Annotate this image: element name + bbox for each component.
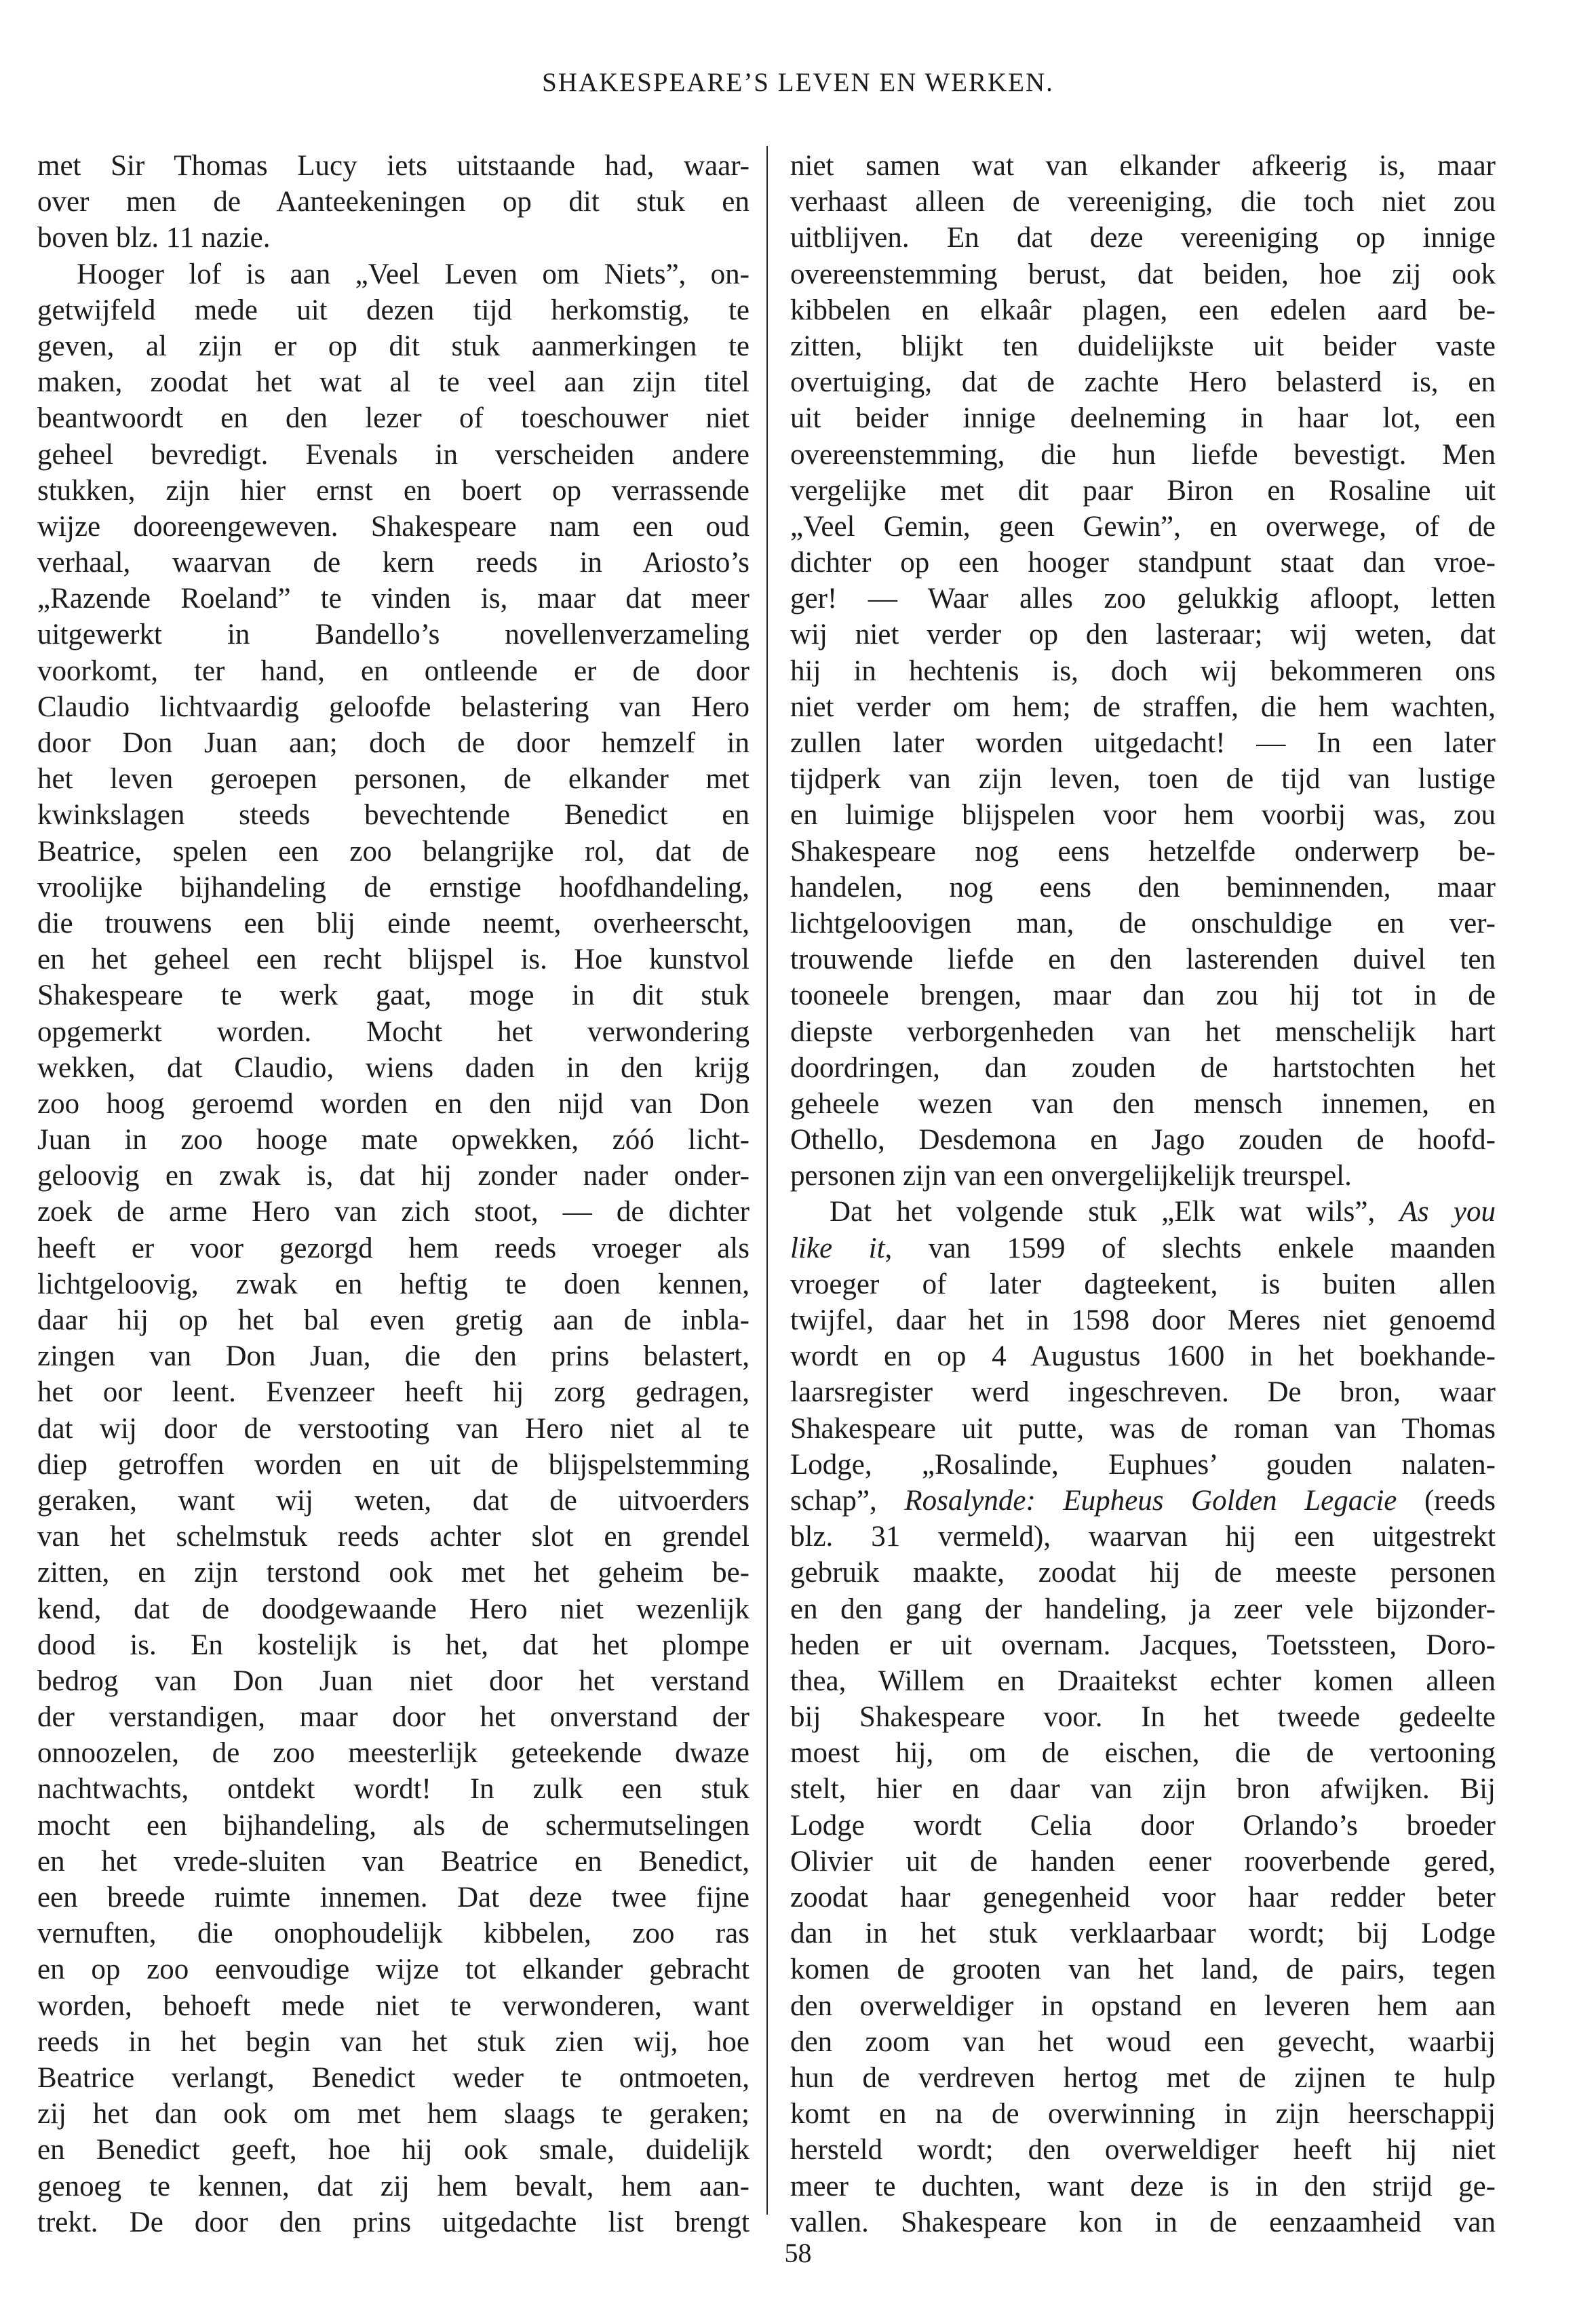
- right-line-30: [790, 1194, 1496, 1230]
- right-line-20: Shakespeare nog eens hetzelfde onderwerp be-: [790, 835, 1496, 868]
- right-line-34: wordt en op 4 Augustus 1600 in het boekhande-: [790, 1340, 1496, 1373]
- left-line-6: geven, al zijn er op dit stuk aanmerkingen te: [37, 330, 750, 362]
- left-line-48: en het vrede-sluiten van Beatrice en Benedict,: [37, 1845, 750, 1878]
- right-line-41: en den gang der handeling, ja zeer vele bijzonder-: [790, 1593, 1496, 1625]
- right-line-4: overeenstemming berust, dat beiden, hoe zij ook: [790, 258, 1496, 290]
- right-line-22: lichtgeloovigen man, de onschuldige en ver-: [790, 907, 1496, 939]
- right-line-36: Shakespeare uit putte, was de roman van Thomas: [790, 1412, 1496, 1445]
- right-line-10: vergelijke met dit paar Biron en Rosaline uit: [790, 474, 1496, 507]
- right-line-6: zitten, blijkt ten duidelijkste uit beider vaste: [790, 330, 1496, 362]
- right-line-5: kibbelen en elkaâr plagen, een edelen aard be-: [790, 294, 1496, 326]
- right-line-47: Lodge wordt Celia door Orlando’s broeder: [790, 1809, 1496, 1842]
- right-line-31-text: , van 1599 of slechts enkele maanden: [884, 1232, 1496, 1264]
- right-line-56: hersteld wordt; den overweldiger heeft hij niet: [790, 2134, 1496, 2166]
- right-line-29: personen zijn van een onvergelijkelijk treurspel.: [790, 1160, 1352, 1192]
- italic-title-rosalynde: Rosalynde: Eupheus Golden Legacie: [904, 1484, 1397, 1517]
- left-line-9: geheel bevredigt. Evenals in verscheiden andere: [37, 438, 750, 471]
- left-line-51: en op zoo eenvoudige wijze tot elkander gebracht: [37, 1953, 750, 1986]
- left-line-14: uitgewerkt in Bandello’s novellenverzameling: [37, 619, 750, 651]
- left-line-25: opgemerkt worden. Mocht het verwondering: [37, 1015, 750, 1048]
- left-line-20: Beatrice, spelen een zoo belangrijke rol, dat de: [37, 835, 750, 868]
- right-line-52: den overweldiger in opstand en leveren hem aan: [790, 1989, 1496, 2022]
- right-line-43: thea, Willem en Draaitekst echter komen alleen: [790, 1665, 1496, 1697]
- left-line-16: Claudio lichtvaardig geloofde belastering van Hero: [37, 690, 750, 723]
- left-line-58: trekt. De door den prins uitgedachte list brengt: [37, 2206, 750, 2238]
- left-line-57: genoeg te kennen, dat zij hem bevalt, hem aan-: [37, 2170, 750, 2202]
- right-line-7: overtuiging, dat de zachte Hero belasterd is, en: [790, 366, 1496, 399]
- right-column: [790, 148, 1496, 2240]
- left-line-26: wekken, dat Claudio, wiens daden in den krijg: [37, 1051, 750, 1084]
- left-line-8: beantwoordt en den lezer of toeschouwer niet: [37, 402, 750, 435]
- left-line-10: stukken, zijn hier ernst en boert op verrassende: [37, 474, 750, 507]
- right-line-23: trouwende liefde en den lasterenden duivel ten: [790, 943, 1496, 976]
- left-line-12: verhaal, waarvan de kern reeds in Ariosto’s: [37, 547, 750, 579]
- right-line-54: hun de verdreven hertog met de zijnen te hulp: [790, 2061, 1496, 2094]
- left-line-32: lichtgeloovig, zwak en heftig te doen kennen,: [37, 1268, 750, 1300]
- left-line-37: diep getroffen worden en uit de blijspelstemming: [37, 1448, 750, 1481]
- left-line-33: daar hij op het bal even gretig aan de inbla-: [37, 1304, 750, 1336]
- right-line-13: ger! — Waar alles zoo gelukkig afloopt, letten: [790, 583, 1496, 615]
- left-line-24: Shakespeare te werk gaat, moge in dit stuk: [37, 979, 750, 1012]
- left-line-36: dat wij door de verstooting van Hero niet al te: [37, 1412, 750, 1445]
- left-line-52: worden, behoeft mede niet te verwonderen, want: [37, 1989, 750, 2022]
- right-line-16: niet verder om hem; de straffen, die hem wachten,: [790, 690, 1496, 723]
- left-line-21: vroolijke bijhandeling de ernstige hoofdhandeling,: [37, 871, 750, 903]
- left-column: [37, 148, 750, 2240]
- right-line-14: wij niet verder op den lasteraar; wij weten, dat: [790, 619, 1496, 651]
- right-line-26: doordringen, dan zouden de hartstochten het: [790, 1051, 1496, 1084]
- left-line-1: met Sir Thomas Lucy iets uitstaande had, waar-: [37, 150, 750, 182]
- left-line-46: nachtwachts, ontdekt wordt! In zulk een stuk: [37, 1773, 750, 1806]
- right-line-51: komen de grooten van het land, de pairs, tegen: [790, 1953, 1496, 1986]
- left-line-55: zij het dan ook om met hem slaags te geraken;: [37, 2098, 750, 2131]
- left-line-18: het leven geroepen personen, de elkander met: [37, 763, 750, 796]
- right-line-40: gebruik maakte, zoodat hij de meeste personen: [790, 1557, 1496, 1589]
- left-line-40: zitten, en zijn terstond ook met het geheim be-: [37, 1557, 750, 1589]
- right-line-38: [790, 1483, 1496, 1519]
- right-line-18: tijdperk van zijn leven, toen de tijd van lustige: [790, 763, 1496, 796]
- italic-title-as-you: As you: [1399, 1196, 1496, 1228]
- right-line-21: handelen, nog eens den beminnenden, maar: [790, 871, 1496, 903]
- right-line-32: vroeger of later dagteekent, is buiten allen: [790, 1268, 1496, 1300]
- right-line-53: den zoom van het woud een gevecht, waarbij: [790, 2025, 1496, 2058]
- left-line-3: boven blz. 11 nazie.: [37, 222, 271, 254]
- left-line-50: vernuften, die onophoudelijk kibbelen, zoo ras: [37, 1918, 750, 1950]
- right-line-38-text: schap”,: [790, 1484, 905, 1517]
- right-line-9: overeenstemming, die hun liefde bevestigt. Men: [790, 438, 1496, 471]
- left-line-41: kend, dat de doodgewaande Hero niet wezenlijk: [37, 1593, 750, 1625]
- right-line-15: hij in hechtenis is, doch wij bekommeren ons: [790, 655, 1496, 687]
- right-line-28: Othello, Desdemona en Jago zouden de hoofd-: [790, 1124, 1496, 1156]
- left-line-11: wijze dooreengeweven. Shakespeare nam een oud: [37, 510, 750, 543]
- left-line-47: mocht een bijhandeling, als de schermutselingen: [37, 1809, 750, 1842]
- right-line-31: [790, 1230, 1496, 1266]
- right-line-58: vallen. Shakespeare kon in de eenzaamheid van: [790, 2206, 1496, 2238]
- left-line-7: maken, zoodat het wat al te veel aan zijn titel: [37, 366, 750, 399]
- right-line-27: geheele wezen van den mensch innemen, en: [790, 1087, 1496, 1120]
- right-line-55: komt en na de overwinning in zijn heerschappij: [790, 2098, 1496, 2131]
- right-line-12: dichter op een hooger standpunt staat dan vroe-: [790, 547, 1496, 579]
- right-line-19: en luimige blijspelen voor hem voorbij was, zou: [790, 799, 1496, 832]
- page-number: 58: [784, 2238, 812, 2268]
- right-line-8: uit beider innige deelneming in haar lot, een: [790, 402, 1496, 435]
- right-line-50: dan in het stuk verklaarbaar wordt; bij Lodge: [790, 1918, 1496, 1950]
- left-line-27: zoo hoog geroemd worden en den nijd van Don: [37, 1087, 750, 1120]
- right-line-45: moest hij, om de eischen, die de vertooning: [790, 1737, 1496, 1770]
- left-line-39: van het schelmstuk reeds achter slot en grendel: [37, 1521, 750, 1553]
- right-line-25: diepste verborgenheden van het menschelijk hart: [790, 1015, 1496, 1048]
- left-line-4: Hooger lof is aan „Veel Leven om Niets”, on-: [77, 258, 750, 290]
- right-line-1: niet samen wat van elkander afkeerig is, maar: [790, 150, 1496, 182]
- right-line-46: stelt, hier en daar van zijn bron afwijken. Bij: [790, 1773, 1496, 1806]
- left-line-42: dood is. En kostelijk is het, dat het plompe: [37, 1629, 750, 1661]
- left-line-45: onnoozelen, de zoo meesterlijk geteekende dwaze: [37, 1737, 750, 1770]
- right-line-37: Lodge, „Rosalinde, Euphues’ gouden nalaten-: [790, 1448, 1496, 1481]
- right-line-30-text: Dat het volgende stuk „Elk wat wils”,: [830, 1196, 1400, 1228]
- right-line-49: zoodat haar genegenheid voor haar redder beter: [790, 1882, 1496, 1913]
- left-line-28: Juan in zoo hooge mate opwekken, zóó licht-: [37, 1124, 750, 1156]
- right-line-24: tooneele brengen, maar dan zou hij tot in de: [790, 979, 1496, 1012]
- left-line-35: het oor leent. Evenzeer heeft hij zorg gedragen,: [37, 1376, 750, 1409]
- running-header: SHAKESPEARE’S LEVEN EN WERKEN.: [542, 68, 1054, 97]
- left-line-23: en het geheel een recht blijspel is. Hoe kunstvol: [37, 943, 750, 976]
- right-line-3: uitblijven. En dat deze vereeniging op innige: [790, 222, 1496, 254]
- left-line-13: „Razende Roeland” te vinden is, maar dat meer: [37, 583, 750, 615]
- right-line-39: blz. 31 vermeld), waarvan hij een uitgestrekt: [790, 1521, 1496, 1553]
- left-line-31: heeft er voor gezorgd hem reeds vroeger als: [37, 1232, 750, 1264]
- left-line-29: geloovig en zwak is, dat hij zonder nader onder-: [37, 1160, 750, 1192]
- italic-title-like-it: like it: [790, 1232, 885, 1264]
- left-line-49: een breede ruimte innemen. Dat deze twee fijne: [37, 1882, 750, 1913]
- right-line-38-suffix: (reeds: [1397, 1484, 1496, 1517]
- column-divider: [766, 146, 768, 2215]
- right-line-35: laarsregister werd ingeschreven. De bron, waar: [790, 1376, 1496, 1409]
- right-line-57: meer te duchten, want deze is in den strijd ge-: [790, 2170, 1496, 2202]
- left-line-44: der verstandigen, maar door het onverstand der: [37, 1701, 750, 1734]
- left-line-15: voorkomt, ter hand, en ontleende er de door: [37, 655, 750, 687]
- left-line-22: die trouwens een blij einde neemt, overheerscht,: [37, 907, 750, 939]
- left-line-54: Beatrice verlangt, Benedict weder te ontmoeten,: [37, 2061, 750, 2094]
- left-line-30: zoek de arme Hero van zich stoot, — de dichter: [37, 1196, 750, 1228]
- left-line-56: en Benedict geeft, hoe hij ook smale, duidelijk: [37, 2134, 750, 2166]
- left-line-17: door Don Juan aan; doch de door hemzelf in: [37, 727, 750, 759]
- left-line-2: over men de Aanteekeningen op dit stuk en: [37, 186, 750, 218]
- right-line-48: Olivier uit de handen eener rooverbende gered,: [790, 1845, 1496, 1878]
- left-line-34: zingen van Don Juan, die den prins belastert,: [37, 1340, 750, 1373]
- right-line-2: verhaast alleen de vereeniging, die toch niet zou: [790, 186, 1496, 218]
- left-line-19: kwinkslagen steeds bevechtende Benedict en: [37, 799, 750, 832]
- right-line-42: heden er uit overnam. Jacques, Toetssteen, Doro-: [790, 1629, 1496, 1661]
- left-line-53: reeds in het begin van het stuk zien wij, hoe: [37, 2025, 750, 2058]
- right-line-33: twijfel, daar het in 1598 door Meres niet genoemd: [790, 1304, 1496, 1336]
- right-line-11: „Veel Gemin, geen Gewin”, en overwege, of de: [790, 510, 1496, 543]
- right-line-17: zullen later worden uitgedacht! — In een later: [790, 727, 1496, 759]
- left-line-5: getwijfeld mede uit dezen tijd herkomstig, te: [37, 294, 750, 326]
- left-line-43: bedrog van Don Juan niet door het verstand: [37, 1665, 750, 1697]
- right-line-44: bij Shakespeare voor. In het tweede gedeelte: [790, 1701, 1496, 1734]
- left-line-38: geraken, want wij weten, dat de uitvoerders: [37, 1484, 750, 1517]
